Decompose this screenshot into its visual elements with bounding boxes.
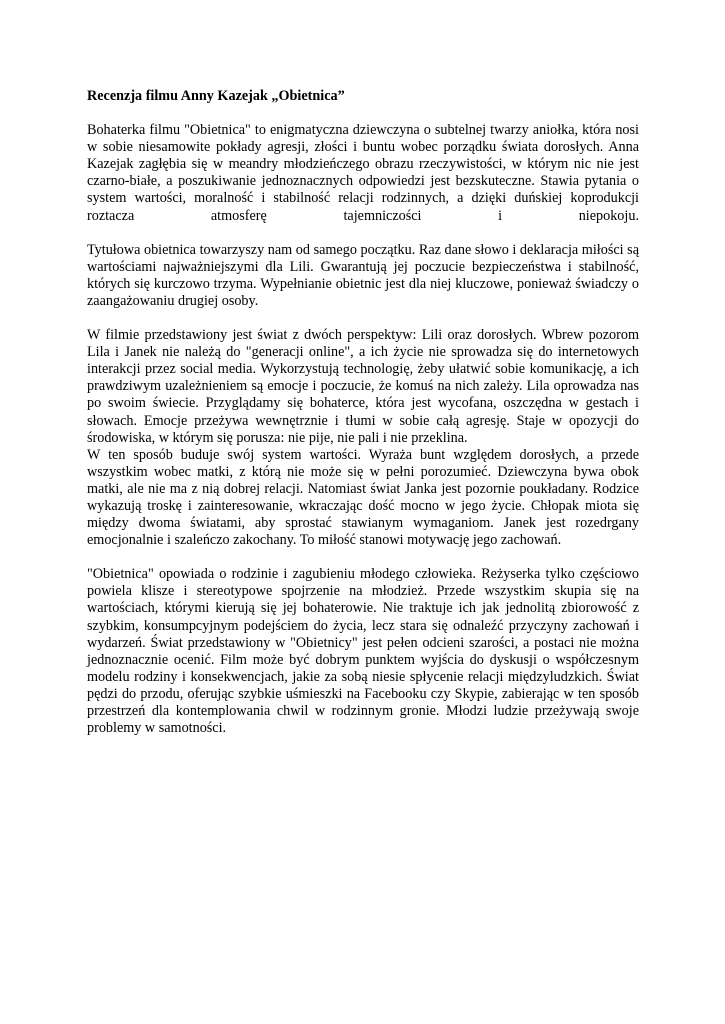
- paragraph-perspectives: W filmie przedstawiony jest świat z dwóch perspektyw: Lili oraz dorosłych. Wbrew pozorom Lila i Janek nie należą do "generacji online", a ich życie nie sprowadza się do internetowych interakcji przez social media. Wykorzystują technologię, żeby ułatwić sobie komunikację, a ich prawdziwym uzależnieniem są emocje i poczucie, że komuś na nich zależy. Lila oprowadza nas po swoim świecie. Przyglądamy się bohaterce, która jest wycofana, oszczędna w gestach i słowach. Emocje przeżywa wewnętrznie i tłumi w sobie całą agresję. Staje w opozycji do środowiska, w którym się porusza: nie pije, nie pali i nie przeklina.: [87, 327, 639, 446]
- paragraph-promise: Tytułowa obietnica towarzyszy nam od samego początku. Raz dane słowo i deklaracja miłości są wartościami najważniejszymi dla Lili. Gwarantują jej poczucie bezpieczeństwa i stabilność, których się kurczowo trzyma. Wypełnianie obietnic jest dla niej kluczowe, ponieważ świadczy o zaangażowaniu drugiej osoby.: [87, 241, 639, 309]
- paragraph-conclusion: "Obietnica" opowiada o rodzinie i zagubieniu młodego człowieka. Reżyserka tylko częściowo powiela klisze i stereotypowe spojrzenie na młodzież. Przede wszystkim skupia się na wartościach, którymi kierują się jej bohaterowie. Nie traktuje ich jak jednolitą zbiorowość z szybkim, konsumpcyjnym podejściem do życia, lecz stara się odnaleźć przyczyny zachowań i wydarzeń. Świat przedstawiony w "Obietnicy" jest pełen odcieni szarości, a postaci nie można jednoznacznie ocenić. Film może być dobrym punktem wyjścia do dyskusji o współczesnym modelu rodziny i konsekwencjach, jakie za sobą niesie spłycenie relacji międzyludzkich. Świat pędzi do przodu, oferując szybkie uśmieszki na Facebooku czy Skypie, zabierając w ten sposób przestrzeń dla kontemplowania chwil w rodzinnym gronie. Młodzi ludzie przeżywają swoje problemy w samotności.: [87, 566, 639, 737]
- paragraph-intro: Bohaterka filmu "Obietnica" to enigmatyczna dziewczyna o subtelnej twarzy aniołka, która nosi w sobie niesamowite pokłady agresji, złości i buntu wobec porządku świata dorosłych. Anna Kazejak zagłębia się w meandry młodzieńczego obrazu rzeczywistości, w którym nic nie jest czarno-białe, a poszukiwanie jednoznacznych odpowiedzi jest bezskuteczne. Stawia pytania o system wartości, moralność i stabilność relacji rodzinnych, a dzięki duńskiej koprodukcji roztacza atmosferę tajemniczości i niepokoju.: [87, 122, 639, 224]
- review-title: Recenzja filmu Anny Kazejak „Obietnica”: [87, 88, 345, 104]
- paragraph-values: W ten sposób buduje swój system wartości. Wyraża bunt względem dorosłych, a przede wszystkim wobec matki, z którą nie może się w pełni porozumieć. Dziewczyna bywa obok matki, ale nie ma z nią dobrej relacji. Natomiast świat Janka jest pozornie poukładany. Rodzice wykazują troskę i zainteresowanie, wkraczając dość mocno w jego życie. Chłopak miota się między dwoma światami, aby sprostać stawianym wymaganiom. Janek jest rozedrgany emocjonalnie i szaleńczo zakochany. To miłość stanowi motywację jego zachowań.: [87, 446, 639, 549]
- review-body: [87, 88, 639, 737]
